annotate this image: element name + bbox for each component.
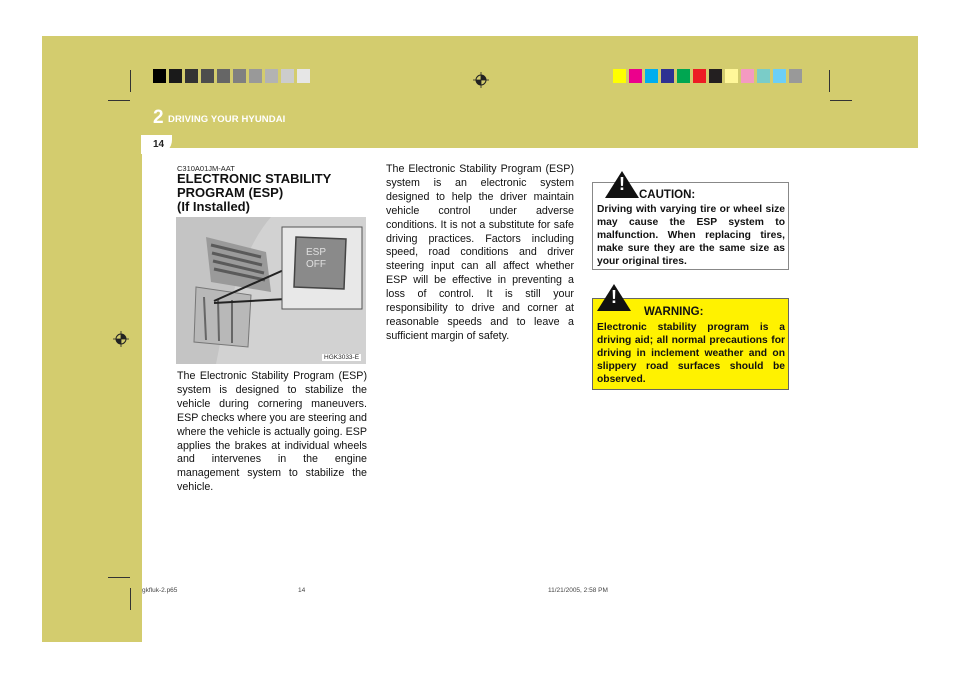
- dashboard-illustration: [176, 217, 366, 364]
- heading-line: (If Installed): [177, 199, 250, 214]
- calibration-swatch: [249, 69, 262, 83]
- calibration-swatch: [677, 69, 690, 83]
- calibration-swatch: [789, 69, 802, 83]
- section-code: C310A01JM-AAT: [177, 164, 235, 173]
- caution-box: [592, 174, 789, 270]
- crop-mark: [130, 588, 131, 610]
- calibration-swatch: [185, 69, 198, 83]
- crop-mark: [830, 100, 852, 101]
- calibration-swatch: [645, 69, 658, 83]
- warning-text: Electronic stability program is a driving aid; all normal precautions for driving in inclement weather and on slippery road surfaces should be observed.: [597, 322, 785, 385]
- warning-title: WARNING:: [644, 306, 704, 318]
- page-number: 14: [153, 139, 165, 150]
- exclamation-icon: !: [611, 287, 617, 307]
- registration-mark-icon: [113, 331, 129, 347]
- calibration-swatch: [709, 69, 722, 83]
- calibration-swatch: [297, 69, 310, 83]
- calibration-swatch: [217, 69, 230, 83]
- esp-system-paragraph: The Electronic Stability Program (ESP) system is an electronic system designed to help the driver maintain vehicle control under adverse conditions. It is not a substitute for safe driving practices. Factors including speed, road conditions and driver steering input can all affect whether ESP will be effective in preventing a loss of control. It is still your responsibility to drive and corner at reasonable speeds and to leave a sufficient margin of safety.: [386, 163, 574, 342]
- chapter-number: 2: [153, 107, 164, 128]
- calibration-swatch: [153, 69, 166, 83]
- chapter-title: DRIVING YOUR HYUNDAI: [168, 114, 286, 125]
- off-button-label: OFF: [306, 259, 326, 270]
- caution-text: Driving with varying tire or wheel size may cause the ESP system to malfunction. When replacing tires, make sure they are the same size as your original tires.: [597, 204, 785, 267]
- calibration-swatch: [233, 69, 246, 83]
- registration-mark-icon: [473, 72, 489, 88]
- esp-description-paragraph: The Electronic Stability Program (ESP) system is designed to stabilize the vehicle during cornering maneuvers. ESP checks where you are steering and where the vehicle is actually going. ESP applies the brakes at individual wheels and intervenes in the engine management system to stabilize the vehicle.: [177, 370, 367, 494]
- footer-timestamp: 11/21/2005, 2:58 PM: [548, 587, 608, 594]
- calibration-swatch: [169, 69, 182, 83]
- calibration-swatch: [741, 69, 754, 83]
- caution-title: CAUTION:: [639, 189, 696, 201]
- crop-mark: [829, 70, 830, 92]
- calibration-swatch: [265, 69, 278, 83]
- calibration-swatch: [757, 69, 770, 83]
- calibration-swatch: [613, 69, 626, 83]
- figure-code: HGK3033-E: [324, 354, 360, 361]
- calibration-swatch: [629, 69, 642, 83]
- calibration-swatch: [661, 69, 674, 83]
- calibration-swatch: [281, 69, 294, 83]
- calibration-swatch: [773, 69, 786, 83]
- section-heading: [177, 172, 367, 214]
- heading-line: ELECTRONIC STABILITY: [177, 171, 332, 186]
- crop-mark: [108, 577, 130, 578]
- crop-mark: [108, 100, 130, 101]
- calibration-swatch: [725, 69, 738, 83]
- exclamation-icon: !: [619, 174, 625, 194]
- footer-file: gkfluk-2.p65: [142, 587, 178, 594]
- warning-box: [592, 287, 789, 390]
- calibration-swatch: [693, 69, 706, 83]
- footer-page: 14: [298, 587, 306, 594]
- esp-switch-figure: [176, 217, 366, 364]
- heading-line: PROGRAM (ESP): [177, 185, 284, 200]
- crop-mark: [130, 70, 131, 92]
- esp-button-label: ESP: [305, 247, 327, 258]
- calibration-swatch: [201, 69, 214, 83]
